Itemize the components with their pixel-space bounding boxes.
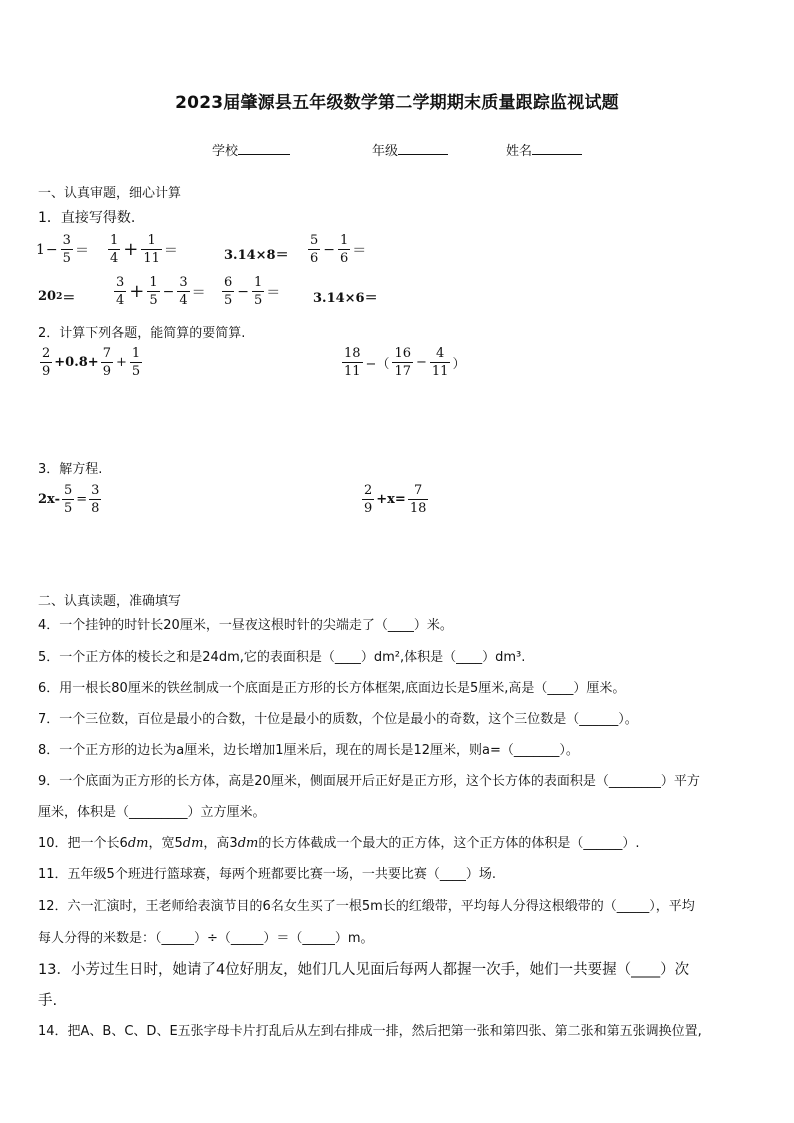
denominator: 11 [143, 251, 160, 266]
numerator: 3 [116, 275, 125, 290]
unit: dm [127, 836, 149, 851]
grade-label: 年级 [372, 144, 399, 159]
operator: + [129, 281, 145, 302]
q3-equation-1 [38, 484, 103, 515]
q1-expr-d [306, 234, 366, 265]
fraction [61, 234, 73, 265]
denominator: 5 [254, 293, 263, 308]
denominator: 11 [431, 364, 449, 379]
numerator: 1 [110, 233, 119, 248]
denominator: 5 [62, 251, 71, 266]
operator: +0.8+ [54, 355, 99, 370]
grade-blank[interactable] [398, 142, 448, 155]
question-12-line-1: 12．六一汇演时，王老师给表演节目的6名女生买了一根5m长的红缎带，平均每人分得这根缎带的（_____），平均 [38, 899, 695, 914]
numerator: 16 [394, 346, 411, 361]
operator: ） [452, 357, 466, 372]
equals: ＝ [74, 242, 89, 259]
question-6: 6．用一根长80厘米的铁丝制成一个底面是正方形的长方体框架,底面边长是5厘米,高是（____）厘米。 [38, 681, 626, 696]
question-8: 8．一个正方形的边长为a厘米，边长增加1厘米后，现在的周长是12厘米，则a=（_______）。 [38, 743, 579, 758]
fraction [338, 234, 350, 265]
operator: − [162, 283, 175, 300]
equals: ＝ [352, 242, 367, 259]
fraction [40, 347, 52, 378]
base: 20 [38, 289, 57, 304]
fraction [108, 234, 120, 265]
numerator: 3 [91, 483, 100, 498]
fraction [101, 347, 113, 378]
numerator: 3 [62, 233, 71, 248]
fraction [147, 276, 159, 307]
fraction [362, 484, 374, 515]
grade-field [372, 140, 448, 159]
numerator: 2 [42, 346, 51, 361]
q1-expr-h: 3.14×6＝ [313, 291, 378, 306]
school-label: 学校 [212, 144, 239, 159]
name-field [506, 140, 582, 159]
question-14: 14．把A、B、C、D、E五张字母卡片打乱后从左到右排成一排，然后把第一张和第四张、第二张和第五张调换位置, [38, 1024, 702, 1039]
denominator: 5 [131, 364, 141, 379]
q1-expr-e [38, 287, 75, 306]
equals: ＝ [266, 284, 281, 301]
numerator: 7 [413, 483, 423, 498]
page-title: 2023届肇源县五年级数学第二学期期末质量跟踪监视试题 [175, 93, 619, 113]
q1-expr-c: 3.14×8＝ [224, 248, 289, 263]
denominator: 17 [394, 364, 411, 379]
operator: + [115, 355, 127, 370]
name-label: 姓名 [506, 144, 533, 159]
text: ，高3 [203, 836, 238, 851]
text: ，宽5 [148, 836, 183, 851]
denominator: 5 [149, 293, 158, 308]
denominator: 6 [340, 251, 349, 266]
q2-expr-1 [38, 347, 144, 378]
fraction [222, 276, 234, 307]
fraction [392, 347, 413, 378]
q2-expr-2 [340, 347, 465, 378]
question-7: 7．一个三位数，百位是最小的合数，十位是最小的质数，个位是最小的奇数，这个三位数是（______）。 [38, 712, 638, 727]
number: 1 [36, 241, 45, 258]
question-10 [38, 832, 640, 851]
q1-expr-a [36, 234, 89, 265]
fraction [141, 234, 162, 265]
fraction [342, 347, 363, 378]
operator: + [123, 239, 139, 260]
question-4: 4．一个挂钟的时针长20厘米，一昼夜这根时针的尖端走了（____）米。 [38, 618, 453, 633]
operator: −（ [365, 357, 390, 372]
term: 2x- [38, 492, 60, 507]
numerator: 4 [436, 346, 445, 361]
fraction [62, 484, 74, 515]
term: +x= [376, 492, 406, 507]
denominator: 4 [116, 293, 125, 308]
section-heading-1: 一、认真审题，细心计算 [38, 186, 182, 201]
denominator: 11 [344, 364, 361, 379]
fraction [430, 347, 451, 378]
numerator: 2 [364, 483, 373, 498]
equals: ＝ [191, 284, 206, 301]
operator: − [45, 241, 58, 258]
denominator: 4 [179, 293, 188, 308]
fraction [89, 484, 101, 515]
operator: − [416, 355, 427, 370]
question-5: 5．一个正方体的棱长之和是24dm,它的表面积是（____）dm²,体积是（____）dm³. [38, 650, 526, 665]
denominator: 8 [91, 501, 100, 516]
denominator: 6 [310, 251, 319, 266]
question-1-label: 1．直接写得数. [38, 210, 136, 226]
fraction [408, 484, 429, 515]
fraction [177, 276, 189, 307]
section-heading-2: 二、认真读题，准确填写 [38, 594, 182, 609]
school-field [212, 140, 290, 159]
school-blank[interactable] [238, 142, 290, 155]
operator: − [323, 241, 336, 258]
numerator: 6 [224, 275, 233, 290]
operator: − [237, 283, 250, 300]
denominator: 18 [409, 501, 427, 516]
denominator: 5 [224, 293, 233, 308]
fraction [252, 276, 264, 307]
question-9-line-2: 厘米，体积是（_________）立方厘米。 [38, 805, 266, 820]
denominator: 9 [364, 501, 373, 516]
equals: ＝ [163, 242, 178, 259]
question-3-label: 3．解方程. [38, 462, 103, 477]
q1-expr-b [106, 234, 178, 265]
question-13-line-1: 13．小芳过生日时，她请了4位好朋友，她们几人见面后每两人都握一次手，她们一共要握（____）次 [38, 962, 690, 978]
denominator: 5 [63, 501, 73, 516]
question-12-line-2: 每人分得的米数是：（_____）÷（_____）＝（_____）m。 [38, 931, 374, 946]
numerator: 1 [254, 275, 263, 290]
exponent: 2 [56, 291, 63, 302]
q3-equation-2 [360, 484, 430, 515]
fraction [130, 347, 142, 378]
numerator: 7 [102, 346, 111, 361]
unit: dm [182, 836, 204, 851]
text: 的长方体截成一个最大的正方体，这个正方体的体积是（______）. [258, 836, 640, 851]
numerator: 1 [149, 275, 158, 290]
text: 10．把一个长6 [38, 836, 128, 851]
numerator: 5 [63, 483, 73, 498]
question-9-line-1: 9．一个底面为正方形的长方体，高是20厘米，侧面展开后正好是正方形，这个长方体的表面积是（________）平方 [38, 774, 700, 789]
question-11: 11．五年级5个班进行篮球赛，每两个班都要比赛一场，一共要比赛（____）场. [38, 867, 496, 882]
denominator: 4 [110, 251, 119, 266]
numerator: 1 [340, 233, 349, 248]
name-blank[interactable] [532, 142, 582, 155]
numerator: 5 [310, 233, 319, 248]
numerator: 18 [344, 346, 361, 361]
numerator: 3 [179, 275, 188, 290]
unit: dm [237, 836, 259, 851]
q1-expr-g [220, 276, 280, 307]
q1-expr-f [112, 276, 206, 307]
equals: = [76, 492, 88, 507]
question-2-label: 2．计算下列各题，能简算的要简算. [38, 326, 246, 341]
numerator: 1 [131, 346, 141, 361]
fraction [114, 276, 126, 307]
equals: ＝ [62, 291, 76, 306]
denominator: 9 [42, 364, 51, 379]
question-13-line-2: 手. [38, 993, 58, 1009]
denominator: 9 [102, 364, 111, 379]
fraction [308, 234, 320, 265]
numerator: 1 [147, 233, 156, 248]
